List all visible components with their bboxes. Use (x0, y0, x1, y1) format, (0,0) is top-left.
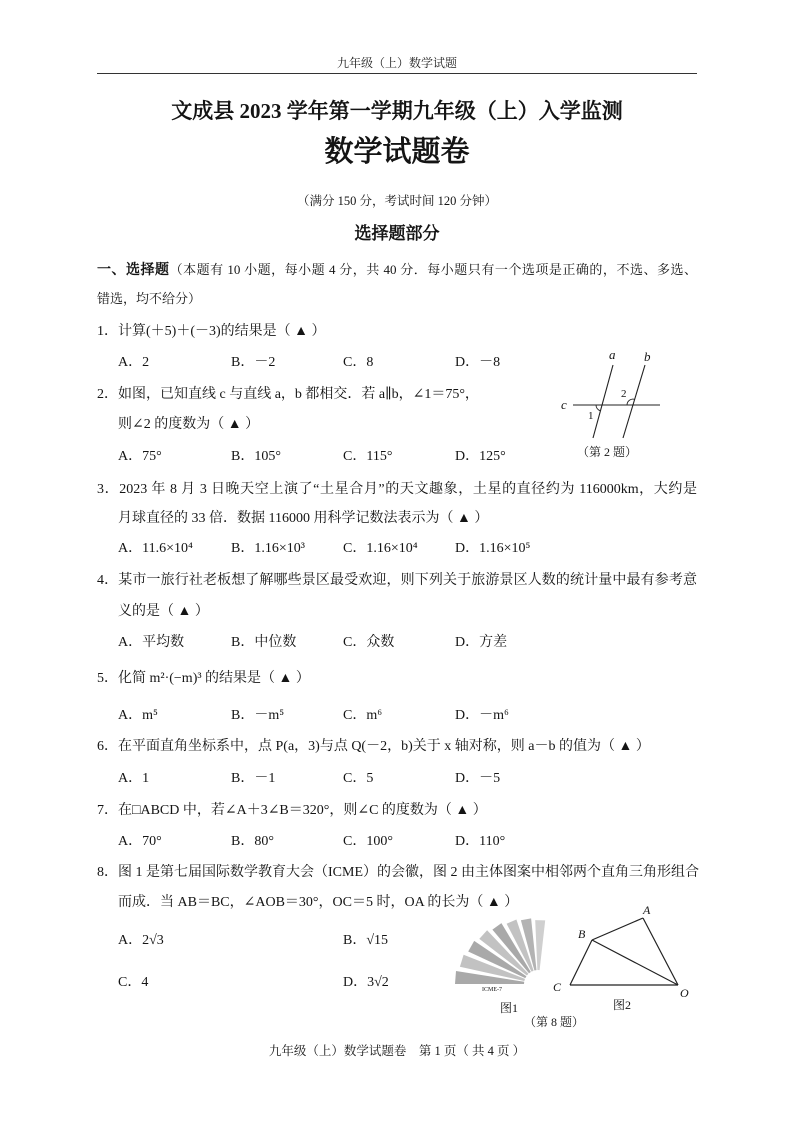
label-a: a (609, 347, 616, 362)
section-instructions: （本题有 10 小题，每小题 4 分，共 40 分．每小题只有一个选项是正确的，不选、多选、 (169, 262, 697, 277)
triangle-figure (570, 918, 678, 985)
q1-option-c: C．8 (343, 355, 374, 370)
q1-option-a: A．2 (118, 355, 150, 370)
q5-option-a: A．m⁵ (118, 708, 158, 723)
question-1: 1．计算(＋5)＋(－3)的结果是（ ▲ ） (97, 324, 326, 339)
point-c-label: C (553, 980, 562, 994)
q6-option-c: C．5 (343, 771, 374, 786)
question-5: 5．化简 m²·(−m)³ 的结果是（ ▲ ） (97, 671, 310, 686)
label-angle-2: 2 (621, 388, 627, 400)
q2-option-d: D．125° (455, 449, 506, 464)
part-title: 选择题部分 (354, 224, 440, 244)
q6-option-b: B．－1 (231, 771, 276, 786)
q3-option-c: C．1.16×10⁴ (343, 541, 418, 556)
angle-1-arc (596, 405, 600, 411)
q7-option-d: D．110° (455, 834, 506, 849)
exam-subject-title: 数学试题卷 (324, 136, 470, 168)
question-4-cont: 义的是（ ▲ ） (118, 604, 209, 619)
q3-option-b: B．1.16×10³ (231, 541, 305, 556)
q7-option-b: B．80° (231, 834, 274, 849)
question-3-cont: 月球直径的 33 倍．数据 116000 用科学记数法表示为（ ▲ ） (118, 511, 489, 526)
line-b (623, 365, 645, 438)
q2-figure-caption: （第 2 题） (577, 445, 638, 459)
q8-option-d: D．3√2 (343, 975, 389, 990)
segment-bo (592, 940, 678, 985)
q8-option-c: C．4 (118, 975, 149, 990)
running-header: 九年级（上）数学试题 (336, 56, 457, 70)
q8-option-a: A．2√3 (118, 933, 164, 948)
q3-option-a: A．11.6×10⁴ (118, 541, 193, 556)
label-b: b (644, 349, 651, 364)
segment-cb (570, 940, 592, 985)
question-2: 2．如图，已知直线 c 与直线 a，b 都相交．若 a∥b，∠1＝75°， (97, 387, 479, 402)
q1-option-d: D．－8 (455, 355, 501, 370)
q5-option-b: B．－m⁵ (231, 708, 285, 723)
q5-option-d: D．－m⁶ (455, 708, 509, 723)
q6-option-d: D．－5 (455, 771, 501, 786)
point-b-label: B (578, 927, 586, 941)
question-2-cont: 则∠2 的度数为（ ▲ ） (118, 417, 260, 432)
line-a (593, 365, 613, 438)
section-instructions-cont (97, 289, 201, 310)
q2-option-b: B．105° (231, 449, 281, 464)
question-3: 3．2023 年 8 月 3 日晚天空上演了“土星合月”的天文趣象，土星的直径约为 116000km，大约是 (97, 482, 697, 497)
question-7: 7．在□ABCD 中，若∠A＋3∠B＝320°，则∠C 的度数为（ ▲ ） (97, 803, 487, 818)
logo-blade (535, 920, 545, 970)
q7-option-c: C．100° (343, 834, 393, 849)
q2-option-a: A．75° (118, 449, 162, 464)
page-footer: 九年级（上）数学试题卷 第 1 页（ 共 4 页 ） (268, 1044, 526, 1058)
q4-option-d: D．方差 (455, 635, 508, 650)
q1-option-b: B．－2 (231, 355, 276, 370)
exam-title: 文成县 2023 学年第一学期九年级（上）入学监测 (171, 99, 623, 123)
question-8: 8．图 1 是第七届国际数学教育大会（ICME）的会徽，图 2 由主体图案中相邻两个直角三角形组合 (97, 865, 699, 880)
q4-option-c: C．众数 (343, 635, 395, 650)
q8-figure-caption: （第 8 题） (524, 1015, 585, 1029)
q7-option-a: A．70° (118, 834, 162, 849)
exam-score-time: （满分 150 分，考试时间 120 分钟） (296, 194, 497, 208)
label-angle-1: 1 (588, 410, 594, 422)
section-heading: 一、选择题 (97, 262, 170, 278)
q2-figure (553, 345, 673, 445)
question-8-cont: 而成．当 AB＝BC，∠AOB＝30°，OC＝5 时，OA 的长为（ ▲ ） (118, 895, 519, 910)
segment-ao (643, 918, 678, 985)
segment-ba (592, 918, 643, 940)
q8-option-b: B．√15 (343, 933, 389, 948)
section-instructions-line2: 错选，均不给分） (97, 291, 202, 306)
question-4: 4．某市一旅行社老板想了解哪些景区最受欢迎，则下列关于旅游景区人数的统计量中最有参考意 (97, 573, 697, 588)
q2-option-c: C．115° (343, 449, 393, 464)
q5-option-c: C．m⁶ (343, 708, 383, 723)
header-rule (97, 73, 697, 74)
point-a-label: A (643, 903, 651, 917)
logo-text: ICME-7 (482, 987, 502, 993)
section-heading-line (97, 260, 697, 281)
q8-figure (450, 895, 700, 1001)
icme-logo (455, 918, 545, 993)
point-o-label: O (680, 986, 689, 1000)
question-6: 6．在平面直角坐标系中，点 P(a，3)与点 Q(－2，b)关于 x 轴对称，则 a－b 的值为（ ▲ ） (97, 739, 650, 754)
fig2-label: 图2 (613, 998, 632, 1012)
q6-option-a: A．1 (118, 771, 150, 786)
fig1-label: 图1 (500, 1001, 519, 1015)
q4-option-a: A．平均数 (118, 635, 185, 650)
q3-option-d: D．1.16×10⁵ (455, 541, 531, 556)
label-c: c (561, 397, 567, 412)
q4-option-b: B．中位数 (231, 635, 297, 650)
